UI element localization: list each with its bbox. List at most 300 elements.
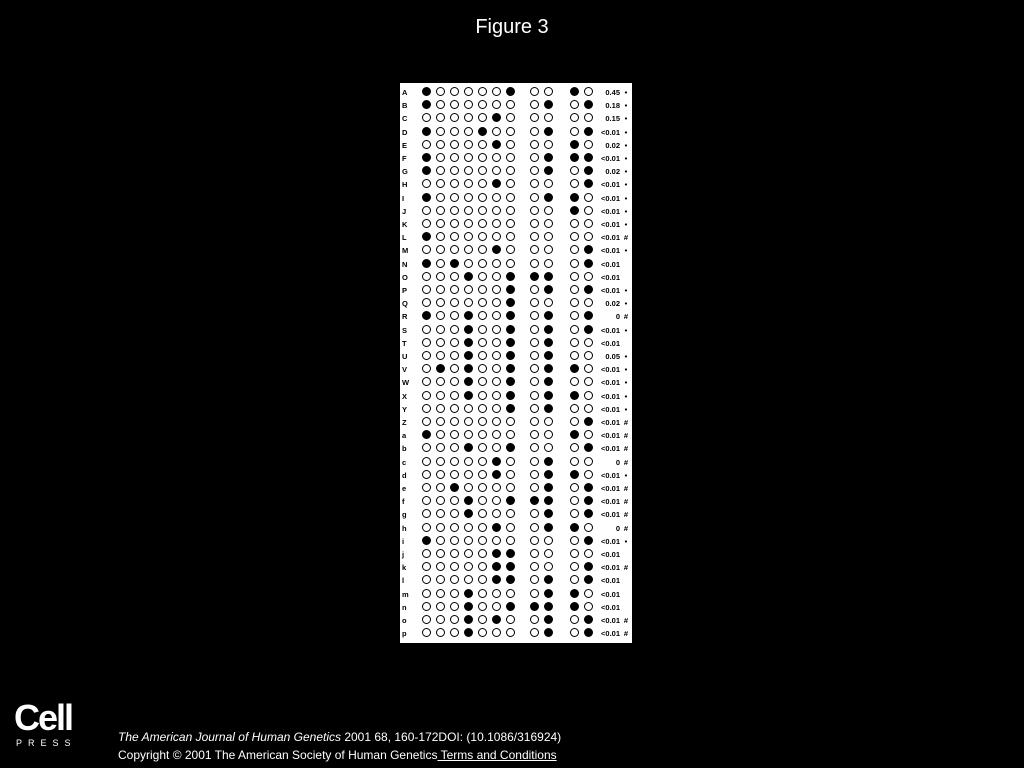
p-value: 0 bbox=[615, 312, 620, 322]
open-circle bbox=[464, 206, 473, 215]
filled-circle bbox=[422, 311, 431, 320]
open-circle bbox=[478, 364, 487, 373]
open-circle bbox=[530, 113, 539, 122]
open-circle bbox=[464, 245, 473, 254]
figure-row bbox=[400, 442, 632, 456]
filled-circle bbox=[544, 509, 553, 518]
open-circle bbox=[478, 311, 487, 320]
cell-press-logo bbox=[14, 697, 86, 750]
open-circle bbox=[478, 443, 487, 452]
open-circle bbox=[584, 404, 593, 413]
open-circle bbox=[478, 206, 487, 215]
significance-mark: • bbox=[624, 167, 628, 177]
filled-circle bbox=[506, 549, 515, 558]
terms-link[interactable]: Terms and Conditions bbox=[437, 748, 557, 762]
p-value: <0.01 bbox=[601, 365, 620, 375]
open-circle bbox=[584, 140, 593, 149]
open-circle bbox=[422, 496, 431, 505]
filled-circle bbox=[544, 325, 553, 334]
filled-circle bbox=[570, 153, 579, 162]
open-circle bbox=[422, 206, 431, 215]
open-circle bbox=[436, 351, 445, 360]
figure-row bbox=[400, 126, 632, 140]
p-value: <0.01 bbox=[601, 272, 620, 282]
filled-circle bbox=[544, 193, 553, 202]
open-circle bbox=[478, 417, 487, 426]
significance-mark: • bbox=[624, 154, 628, 163]
open-circle bbox=[464, 430, 473, 439]
p-value: <0.01 bbox=[601, 180, 620, 190]
open-circle bbox=[570, 127, 579, 136]
figure-row bbox=[400, 482, 632, 496]
open-circle bbox=[436, 232, 445, 241]
figure-row bbox=[400, 297, 632, 311]
open-circle bbox=[506, 140, 515, 149]
copyright-text: Copyright © 2001 The American Society of Human Genetics bbox=[118, 748, 438, 762]
significance-mark: • bbox=[624, 220, 628, 229]
row-label: p bbox=[402, 629, 407, 639]
significance-mark: • bbox=[624, 180, 628, 190]
open-circle bbox=[530, 483, 539, 492]
filled-circle bbox=[584, 325, 593, 334]
open-circle bbox=[464, 127, 473, 136]
citation bbox=[118, 730, 561, 744]
open-circle bbox=[530, 377, 539, 386]
open-circle bbox=[464, 523, 473, 532]
figure-row bbox=[400, 231, 632, 245]
filled-circle bbox=[584, 509, 593, 518]
filled-circle bbox=[422, 153, 431, 162]
filled-circle bbox=[492, 179, 501, 188]
open-circle bbox=[584, 364, 593, 373]
figure-row bbox=[400, 522, 632, 536]
open-circle bbox=[422, 377, 431, 386]
filled-circle bbox=[464, 311, 473, 320]
row-label: c bbox=[402, 457, 407, 467]
open-circle bbox=[450, 602, 459, 611]
open-circle bbox=[530, 259, 539, 268]
open-circle bbox=[570, 536, 579, 545]
open-circle bbox=[464, 166, 473, 175]
open-circle bbox=[492, 166, 501, 175]
open-circle bbox=[436, 127, 445, 136]
open-circle bbox=[530, 549, 539, 558]
filled-circle bbox=[584, 536, 593, 545]
open-circle bbox=[478, 575, 487, 584]
open-circle bbox=[544, 298, 553, 307]
open-circle bbox=[464, 562, 473, 571]
filled-circle bbox=[422, 193, 431, 202]
open-circle bbox=[450, 391, 459, 400]
filled-circle bbox=[492, 457, 501, 466]
filled-circle bbox=[584, 153, 593, 162]
filled-circle bbox=[584, 496, 593, 505]
filled-circle bbox=[570, 602, 579, 611]
open-circle bbox=[464, 153, 473, 162]
filled-circle bbox=[506, 364, 515, 373]
open-circle bbox=[584, 219, 593, 228]
open-circle bbox=[450, 338, 459, 347]
open-circle bbox=[422, 179, 431, 188]
open-circle bbox=[584, 338, 593, 347]
figure-row bbox=[400, 324, 632, 338]
open-circle bbox=[530, 391, 539, 400]
open-circle bbox=[436, 206, 445, 215]
significance-mark: • bbox=[624, 286, 628, 295]
p-value: <0.01 bbox=[601, 127, 620, 137]
figure-row bbox=[400, 429, 632, 443]
filled-circle bbox=[422, 232, 431, 241]
open-circle bbox=[544, 259, 553, 268]
open-circle bbox=[450, 351, 459, 360]
p-value: <0.01 bbox=[601, 404, 620, 414]
open-circle bbox=[584, 298, 593, 307]
p-value: <0.01 bbox=[601, 629, 620, 639]
significance-mark: • bbox=[624, 206, 628, 216]
filled-circle bbox=[530, 602, 539, 611]
open-circle bbox=[422, 562, 431, 571]
open-circle bbox=[422, 615, 431, 624]
p-value: <0.01 bbox=[601, 563, 620, 573]
open-circle bbox=[584, 589, 593, 598]
open-circle bbox=[478, 259, 487, 268]
open-circle bbox=[506, 193, 515, 202]
open-circle bbox=[492, 298, 501, 307]
open-circle bbox=[478, 100, 487, 109]
open-circle bbox=[478, 193, 487, 202]
open-circle bbox=[464, 483, 473, 492]
filled-circle bbox=[422, 430, 431, 439]
row-label: n bbox=[402, 602, 407, 612]
open-circle bbox=[436, 549, 445, 558]
filled-circle bbox=[492, 245, 501, 254]
open-circle bbox=[530, 417, 539, 426]
open-circle bbox=[506, 509, 515, 518]
row-label: F bbox=[402, 154, 407, 163]
open-circle bbox=[530, 206, 539, 215]
significance-mark: • bbox=[624, 352, 628, 361]
open-circle bbox=[478, 470, 487, 479]
open-circle bbox=[584, 549, 593, 558]
open-circle bbox=[478, 589, 487, 598]
significance-mark: # bbox=[623, 497, 629, 507]
open-circle bbox=[450, 443, 459, 452]
open-circle bbox=[544, 179, 553, 188]
open-circle bbox=[422, 245, 431, 254]
filled-circle bbox=[544, 272, 553, 281]
figure-row bbox=[400, 363, 632, 377]
figure-row bbox=[400, 99, 632, 113]
filled-circle bbox=[506, 285, 515, 294]
filled-circle bbox=[584, 562, 593, 571]
row-label: k bbox=[402, 563, 407, 573]
open-circle bbox=[436, 338, 445, 347]
open-circle bbox=[478, 272, 487, 281]
open-circle bbox=[478, 496, 487, 505]
open-circle bbox=[436, 430, 445, 439]
open-circle bbox=[436, 483, 445, 492]
figure-row bbox=[400, 416, 632, 430]
open-circle bbox=[584, 457, 593, 466]
row-label: g bbox=[402, 510, 407, 520]
p-value: <0.01 bbox=[601, 616, 620, 625]
open-circle bbox=[570, 496, 579, 505]
filled-circle bbox=[492, 113, 501, 122]
filled-circle bbox=[506, 562, 515, 571]
row-label: C bbox=[402, 114, 408, 124]
row-label: a bbox=[402, 431, 407, 441]
open-circle bbox=[436, 100, 445, 109]
row-label: l bbox=[402, 576, 405, 586]
filled-circle bbox=[422, 87, 431, 96]
filled-circle bbox=[506, 311, 515, 320]
open-circle bbox=[450, 166, 459, 175]
filled-circle bbox=[544, 628, 553, 637]
row-label: K bbox=[402, 220, 408, 229]
figure-row bbox=[400, 403, 632, 417]
copyright bbox=[118, 748, 557, 762]
row-label: E bbox=[402, 140, 408, 150]
open-circle bbox=[464, 417, 473, 426]
open-circle bbox=[506, 615, 515, 624]
open-circle bbox=[492, 206, 501, 215]
open-circle bbox=[464, 87, 473, 96]
filled-circle bbox=[422, 127, 431, 136]
open-circle bbox=[492, 377, 501, 386]
p-value: <0.01 bbox=[601, 193, 620, 203]
open-circle bbox=[492, 100, 501, 109]
open-circle bbox=[464, 285, 473, 294]
open-circle bbox=[544, 219, 553, 228]
filled-circle bbox=[570, 206, 579, 215]
open-circle bbox=[436, 391, 445, 400]
p-value: <0.01 bbox=[601, 325, 620, 335]
significance-mark: # bbox=[623, 523, 629, 533]
open-circle bbox=[464, 179, 473, 188]
open-circle bbox=[506, 127, 515, 136]
filled-circle bbox=[464, 509, 473, 518]
open-circle bbox=[570, 325, 579, 334]
filled-circle bbox=[544, 127, 553, 136]
open-circle bbox=[584, 523, 593, 532]
open-circle bbox=[492, 351, 501, 360]
open-circle bbox=[436, 417, 445, 426]
open-circle bbox=[478, 404, 487, 413]
p-value: <0.01 bbox=[601, 470, 620, 480]
filled-circle bbox=[544, 285, 553, 294]
figure-row bbox=[400, 165, 632, 179]
journal-name: The American Journal of Human Genetics bbox=[118, 730, 341, 744]
filled-circle bbox=[570, 391, 579, 400]
open-circle bbox=[530, 562, 539, 571]
open-circle bbox=[464, 232, 473, 241]
open-circle bbox=[506, 470, 515, 479]
row-label: Q bbox=[402, 299, 408, 309]
open-circle bbox=[570, 417, 579, 426]
row-label: d bbox=[402, 470, 407, 480]
open-circle bbox=[450, 417, 459, 426]
open-circle bbox=[422, 417, 431, 426]
filled-circle bbox=[464, 325, 473, 334]
open-circle bbox=[492, 272, 501, 281]
open-circle bbox=[492, 589, 501, 598]
open-circle bbox=[570, 179, 579, 188]
filled-circle bbox=[506, 496, 515, 505]
filled-circle bbox=[544, 523, 553, 532]
open-circle bbox=[478, 430, 487, 439]
open-circle bbox=[478, 325, 487, 334]
open-circle bbox=[492, 325, 501, 334]
open-circle bbox=[450, 457, 459, 466]
significance-mark: • bbox=[624, 404, 628, 414]
p-value: 0 bbox=[615, 457, 620, 467]
filled-circle bbox=[584, 417, 593, 426]
open-circle bbox=[436, 179, 445, 188]
open-circle bbox=[492, 193, 501, 202]
open-circle bbox=[530, 457, 539, 466]
significance-mark: # bbox=[623, 444, 629, 454]
open-circle bbox=[422, 325, 431, 334]
row-label: U bbox=[402, 352, 408, 361]
open-circle bbox=[530, 166, 539, 175]
open-circle bbox=[584, 470, 593, 479]
open-circle bbox=[464, 140, 473, 149]
p-value: 0.15 bbox=[605, 114, 620, 124]
open-circle bbox=[492, 153, 501, 162]
filled-circle bbox=[544, 602, 553, 611]
open-circle bbox=[570, 443, 579, 452]
open-circle bbox=[530, 523, 539, 532]
open-circle bbox=[584, 602, 593, 611]
open-circle bbox=[436, 536, 445, 545]
open-circle bbox=[530, 325, 539, 334]
figure-row bbox=[400, 574, 632, 588]
row-label: Y bbox=[402, 404, 408, 414]
filled-circle bbox=[492, 523, 501, 532]
row-label: I bbox=[402, 193, 405, 203]
open-circle bbox=[450, 100, 459, 109]
figure-row bbox=[400, 284, 632, 298]
filled-circle bbox=[570, 87, 579, 96]
filled-circle bbox=[544, 100, 553, 109]
filled-circle bbox=[506, 351, 515, 360]
open-circle bbox=[506, 589, 515, 598]
open-circle bbox=[422, 470, 431, 479]
open-circle bbox=[570, 562, 579, 571]
open-circle bbox=[478, 245, 487, 254]
open-circle bbox=[530, 430, 539, 439]
filled-circle bbox=[584, 575, 593, 584]
p-value: <0.01 bbox=[601, 246, 620, 256]
open-circle bbox=[450, 153, 459, 162]
p-value: 0 bbox=[615, 523, 620, 533]
p-value: <0.01 bbox=[601, 220, 620, 229]
open-circle bbox=[478, 140, 487, 149]
filled-circle bbox=[584, 615, 593, 624]
open-circle bbox=[464, 113, 473, 122]
filled-circle bbox=[506, 272, 515, 281]
p-value: <0.01 bbox=[601, 602, 620, 612]
open-circle bbox=[450, 285, 459, 294]
filled-circle bbox=[544, 496, 553, 505]
filled-circle bbox=[570, 364, 579, 373]
open-circle bbox=[530, 589, 539, 598]
open-circle bbox=[478, 113, 487, 122]
open-circle bbox=[530, 311, 539, 320]
filled-circle bbox=[570, 140, 579, 149]
open-circle bbox=[506, 153, 515, 162]
open-circle bbox=[450, 140, 459, 149]
open-circle bbox=[506, 100, 515, 109]
filled-circle bbox=[584, 483, 593, 492]
figure-row bbox=[400, 205, 632, 219]
significance-mark: • bbox=[624, 127, 628, 137]
figure-row bbox=[400, 152, 632, 166]
row-label: T bbox=[402, 338, 407, 348]
open-circle bbox=[450, 377, 459, 386]
open-circle bbox=[478, 351, 487, 360]
open-circle bbox=[436, 311, 445, 320]
filled-circle bbox=[584, 127, 593, 136]
open-circle bbox=[530, 140, 539, 149]
filled-circle bbox=[478, 127, 487, 136]
open-circle bbox=[450, 470, 459, 479]
figure-row bbox=[400, 588, 632, 602]
filled-circle bbox=[544, 377, 553, 386]
open-circle bbox=[450, 562, 459, 571]
filled-circle bbox=[544, 338, 553, 347]
citation-details: 2001 68, 160-172DOI: (10.1086/316924) bbox=[341, 730, 562, 744]
filled-circle bbox=[584, 311, 593, 320]
open-circle bbox=[506, 483, 515, 492]
significance-mark: • bbox=[624, 299, 628, 309]
figure-row bbox=[400, 244, 632, 258]
open-circle bbox=[530, 245, 539, 254]
open-circle bbox=[584, 391, 593, 400]
open-circle bbox=[478, 483, 487, 492]
figure-row bbox=[400, 535, 632, 549]
open-circle bbox=[422, 140, 431, 149]
open-circle bbox=[492, 259, 501, 268]
open-circle bbox=[450, 575, 459, 584]
open-circle bbox=[436, 470, 445, 479]
open-circle bbox=[478, 166, 487, 175]
open-circle bbox=[478, 219, 487, 228]
open-circle bbox=[436, 457, 445, 466]
open-circle bbox=[492, 87, 501, 96]
open-circle bbox=[544, 113, 553, 122]
filled-circle bbox=[544, 166, 553, 175]
open-circle bbox=[478, 153, 487, 162]
open-circle bbox=[492, 364, 501, 373]
significance-mark: # bbox=[623, 418, 629, 427]
open-circle bbox=[450, 179, 459, 188]
filled-circle bbox=[450, 259, 459, 268]
significance-mark: • bbox=[624, 325, 628, 335]
open-circle bbox=[436, 523, 445, 532]
filled-circle bbox=[492, 549, 501, 558]
significance-mark: • bbox=[624, 536, 628, 546]
row-label: m bbox=[402, 589, 409, 599]
open-circle bbox=[570, 509, 579, 518]
filled-circle bbox=[492, 575, 501, 584]
open-circle bbox=[530, 470, 539, 479]
figure-row bbox=[400, 337, 632, 351]
filled-circle bbox=[544, 615, 553, 624]
open-circle bbox=[570, 457, 579, 466]
open-circle bbox=[478, 179, 487, 188]
p-value: <0.01 bbox=[601, 259, 620, 269]
